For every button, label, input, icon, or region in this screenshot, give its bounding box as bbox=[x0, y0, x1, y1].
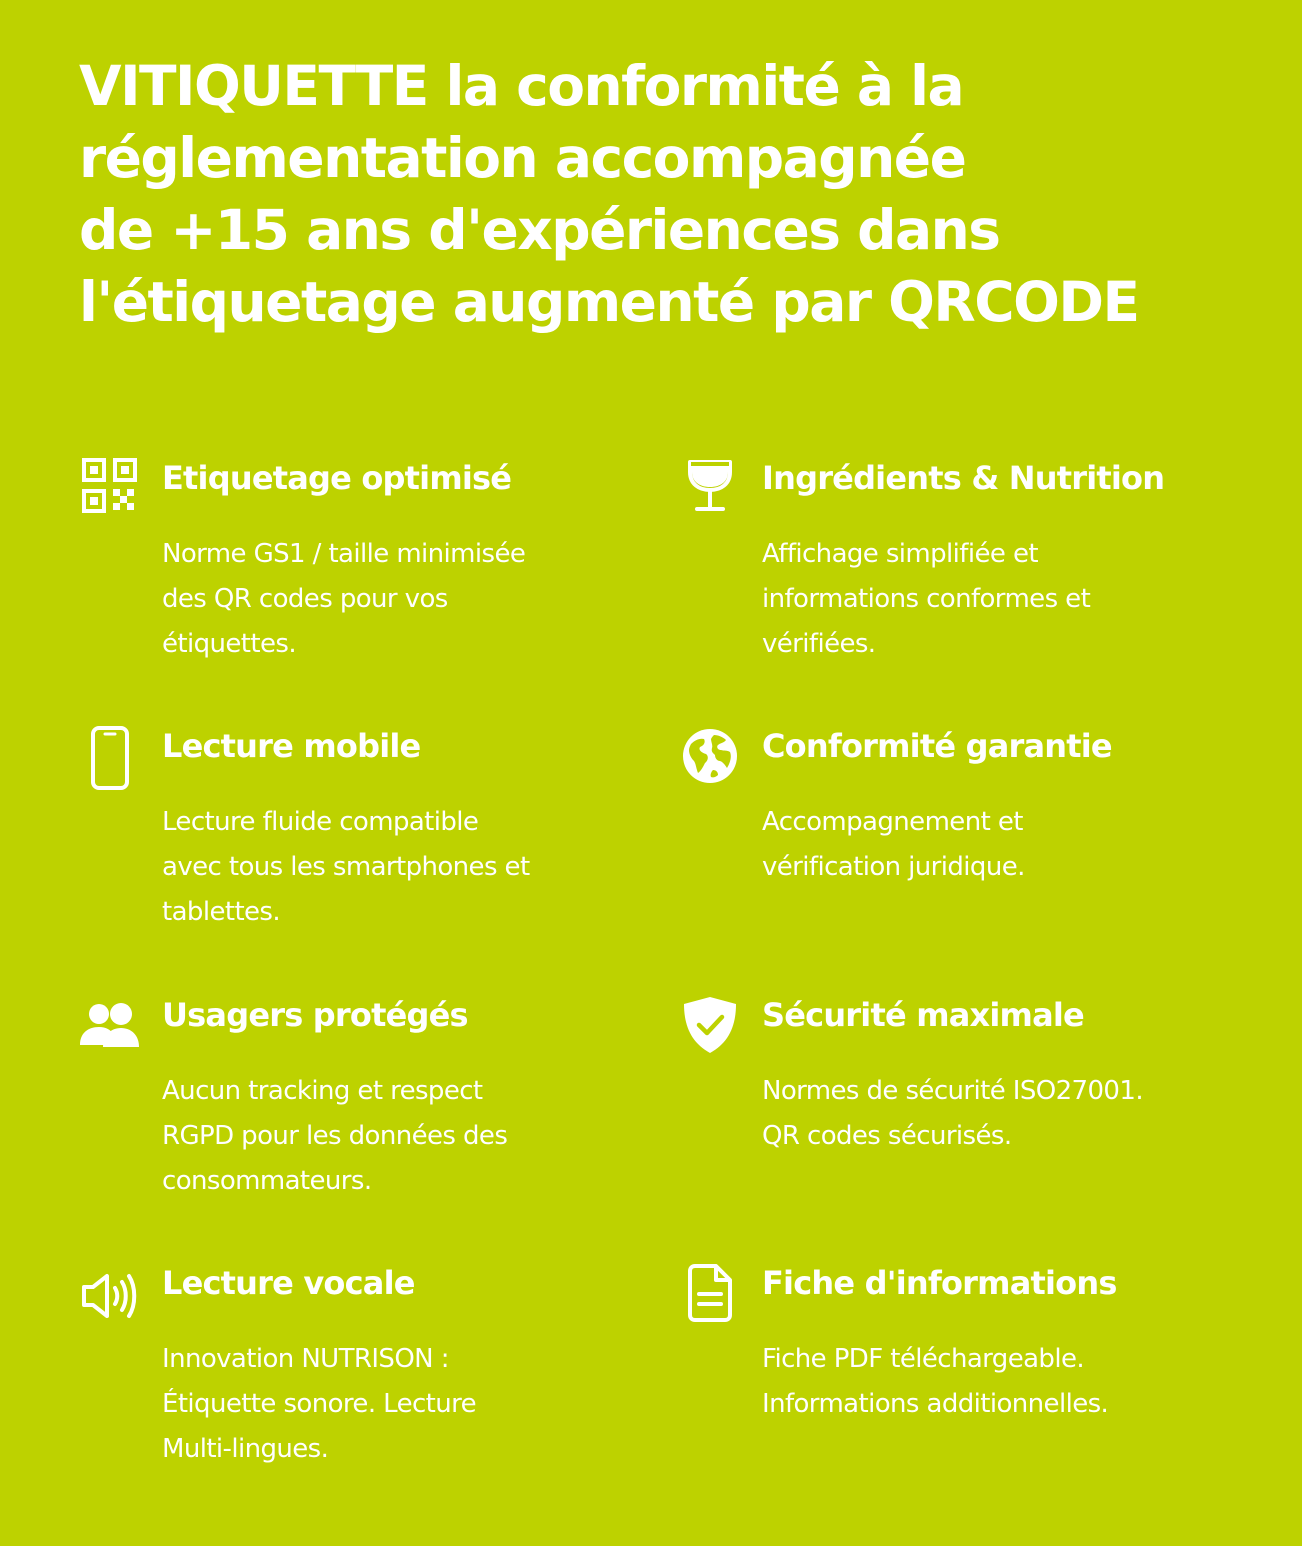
feature-description: Normes de sécurité ISO27001. QR codes sécurisés. bbox=[762, 1076, 1143, 1151]
headline-line: réglementation accompagnée bbox=[79, 126, 966, 190]
feature-title: Lecture mobile bbox=[162, 727, 421, 765]
wine-glass-icon bbox=[679, 458, 741, 520]
qrcode-icon bbox=[79, 458, 141, 520]
feature-description: Accompagnement et vérification juridique. bbox=[762, 807, 1025, 882]
headline-line: de +15 ans d'expériences dans bbox=[79, 198, 1000, 262]
users-icon bbox=[79, 995, 141, 1057]
document-icon bbox=[679, 1263, 741, 1325]
feature-description: Norme GS1 / taille minimisée des QR codes pour vos étiquettes. bbox=[162, 539, 526, 659]
mobile-phone-icon bbox=[79, 726, 141, 788]
feature-title: Lecture vocale bbox=[162, 1264, 415, 1302]
feature-description: Lecture fluide compatible avec tous les smartphones et tablettes. bbox=[162, 807, 530, 927]
feature-title: Ingrédients & Nutrition bbox=[762, 459, 1165, 497]
feature-description: Innovation NUTRISON : Étiquette sonore. Lecture Multi-lingues. bbox=[162, 1344, 477, 1464]
feature-title: Fiche d'informations bbox=[762, 1264, 1117, 1302]
feature-title: Etiquetage optimisé bbox=[162, 459, 512, 497]
speaker-icon bbox=[79, 1263, 141, 1325]
feature-description: Affichage simplifiée et informations conformes et vérifiées. bbox=[762, 539, 1091, 659]
feature-description: Aucun tracking et respect RGPD pour les données des consommateurs. bbox=[162, 1076, 508, 1196]
globe-icon bbox=[679, 726, 741, 788]
feature-title: Usagers protégés bbox=[162, 996, 468, 1034]
headline-line: VITIQUETTE la conformité à la bbox=[79, 54, 964, 118]
headline-line: l'étiquetage augmenté par QRCODE bbox=[79, 270, 1139, 334]
shield-check-icon bbox=[679, 995, 741, 1057]
feature-description: Fiche PDF téléchargeable. Informations additionnelles. bbox=[762, 1344, 1109, 1419]
feature-title: Sécurité maximale bbox=[762, 996, 1084, 1034]
feature-title: Conformité garantie bbox=[762, 727, 1112, 765]
section-headline bbox=[79, 50, 1229, 338]
